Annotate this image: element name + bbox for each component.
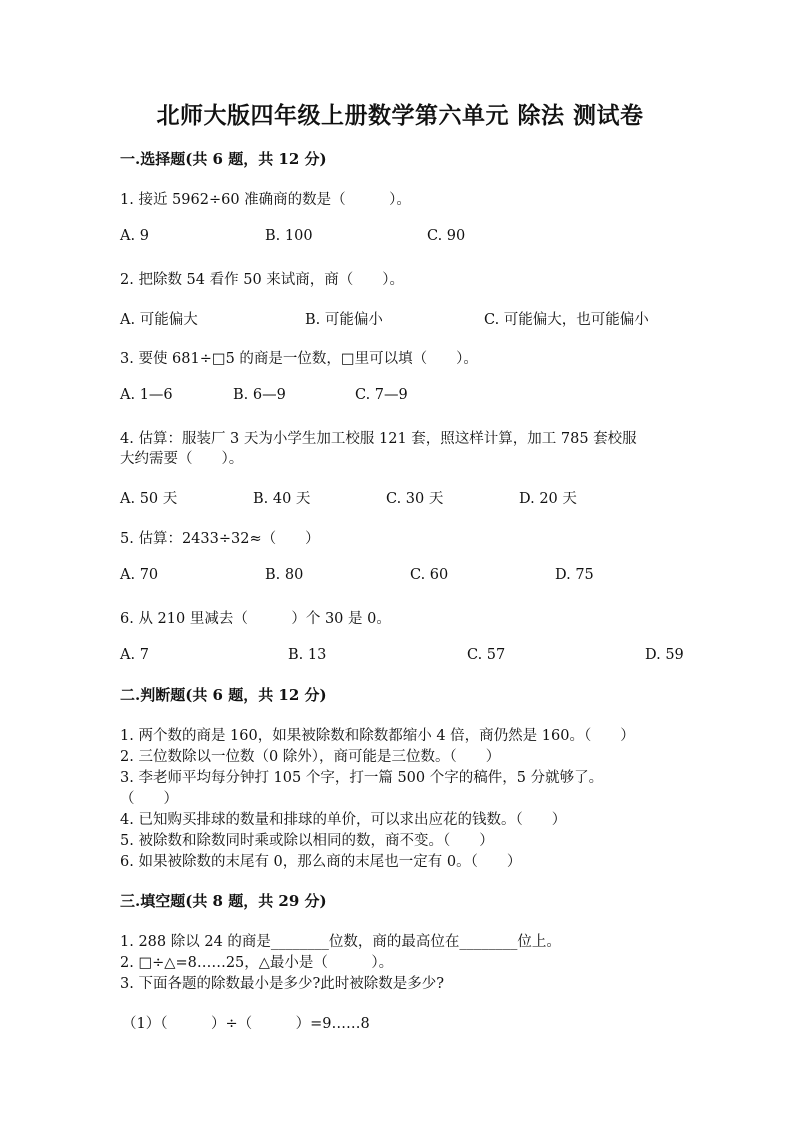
question-2-option-b: B. 可能偏小 <box>305 312 383 328</box>
question-4-option-d: D. 20 天 <box>519 491 577 507</box>
question-6-option-b: B. 13 <box>288 647 327 663</box>
question-5-option-c: C. 60 <box>410 567 449 583</box>
judgement-item: 4. 已知购买排球的数量和排球的单价，可以求出应花的钱数。（ ） <box>120 812 567 828</box>
fill-blank-sub-item: （1）（ ）÷（ ）=9……8 <box>122 1016 370 1032</box>
question-6: 6. 从 210 里减去（ ）个 30 是 0。 <box>120 611 391 627</box>
question-5-option-a: A. 70 <box>120 567 159 583</box>
question-3-option-b: B. 6—9 <box>233 387 286 403</box>
judgement-item: 6. 如果被除数的末尾有 0，那么商的末尾也一定有 0。（ ） <box>120 854 522 870</box>
question-5-option-b: B. 80 <box>265 567 304 583</box>
question-2-option-c: C. 可能偏大，也可能偏小 <box>484 312 649 328</box>
question-5-option-d: D. 75 <box>555 567 594 583</box>
judgement-item-answer-blank: （ ） <box>120 791 178 807</box>
section-heading-choice: 一.选择题(共 6 题，共 12 分) <box>120 150 327 168</box>
judgement-item: 2. 三位数除以一位数（0 除外），商可能是三位数。（ ） <box>120 749 501 765</box>
question-6-option-a: A. 7 <box>120 647 149 663</box>
judgement-item: 3. 李老师平均每分钟打 105 个字，打一篇 500 个字的稿件，5 分就够了。 <box>120 770 604 786</box>
question-2-option-a: A. 可能偏大 <box>120 312 198 328</box>
judgement-item: 5. 被除数和除数同时乘或除以相同的数，商不变。（ ） <box>120 833 494 849</box>
question-3-option-c: C. 7—9 <box>355 387 408 403</box>
question-6-option-c: C. 57 <box>467 647 506 663</box>
section-heading-judgement: 二.判断题(共 6 题，共 12 分) <box>120 686 327 704</box>
question-6-option-d: D. 59 <box>645 647 684 663</box>
question-4-line-1: 4. 估算：服装厂 3 天为小学生加工校服 121 套，照这样计算，加工 785 套校服 <box>120 431 637 447</box>
fill-blank-item: 3. 下面各题的除数最小是多少?此时被除数是多少? <box>120 976 444 992</box>
question-2: 2. 把除数 54 看作 50 来试商，商（ ）。 <box>120 272 405 288</box>
section-heading-fill-blank: 三.填空题(共 8 题，共 29 分) <box>120 892 327 910</box>
question-1-option-c: C. 90 <box>427 228 466 244</box>
fill-blank-item: 2. □÷△=8……25，△最小是（ ）。 <box>120 955 394 971</box>
judgement-item: 1. 两个数的商是 160，如果被除数和除数都缩小 4 倍，商仍然是 160。（ ） <box>120 728 635 744</box>
question-4-option-b: B. 40 天 <box>253 491 311 507</box>
page-title: 北师大版四年级上册数学第六单元 除法 测试卷 <box>156 102 644 129</box>
question-3-option-a: A. 1—6 <box>120 387 173 403</box>
question-1-option-a: A. 9 <box>120 228 149 244</box>
question-4-option-a: A. 50 天 <box>120 491 178 507</box>
question-5: 5. 估算：2433÷32≈（ ） <box>120 531 320 547</box>
question-4-line-2: 大约需要（ ）。 <box>120 451 244 467</box>
fill-blank-item: 1. 288 除以 24 的商是________位数，商的最高位在________位上。 <box>120 934 561 950</box>
question-1-option-b: B. 100 <box>265 228 313 244</box>
question-4-option-c: C. 30 天 <box>386 491 444 507</box>
question-3: 3. 要使 681÷□5 的商是一位数，□里可以填（ ）。 <box>120 351 478 367</box>
question-1: 1. 接近 5962÷60 准确商的数是（ ）。 <box>120 192 411 208</box>
